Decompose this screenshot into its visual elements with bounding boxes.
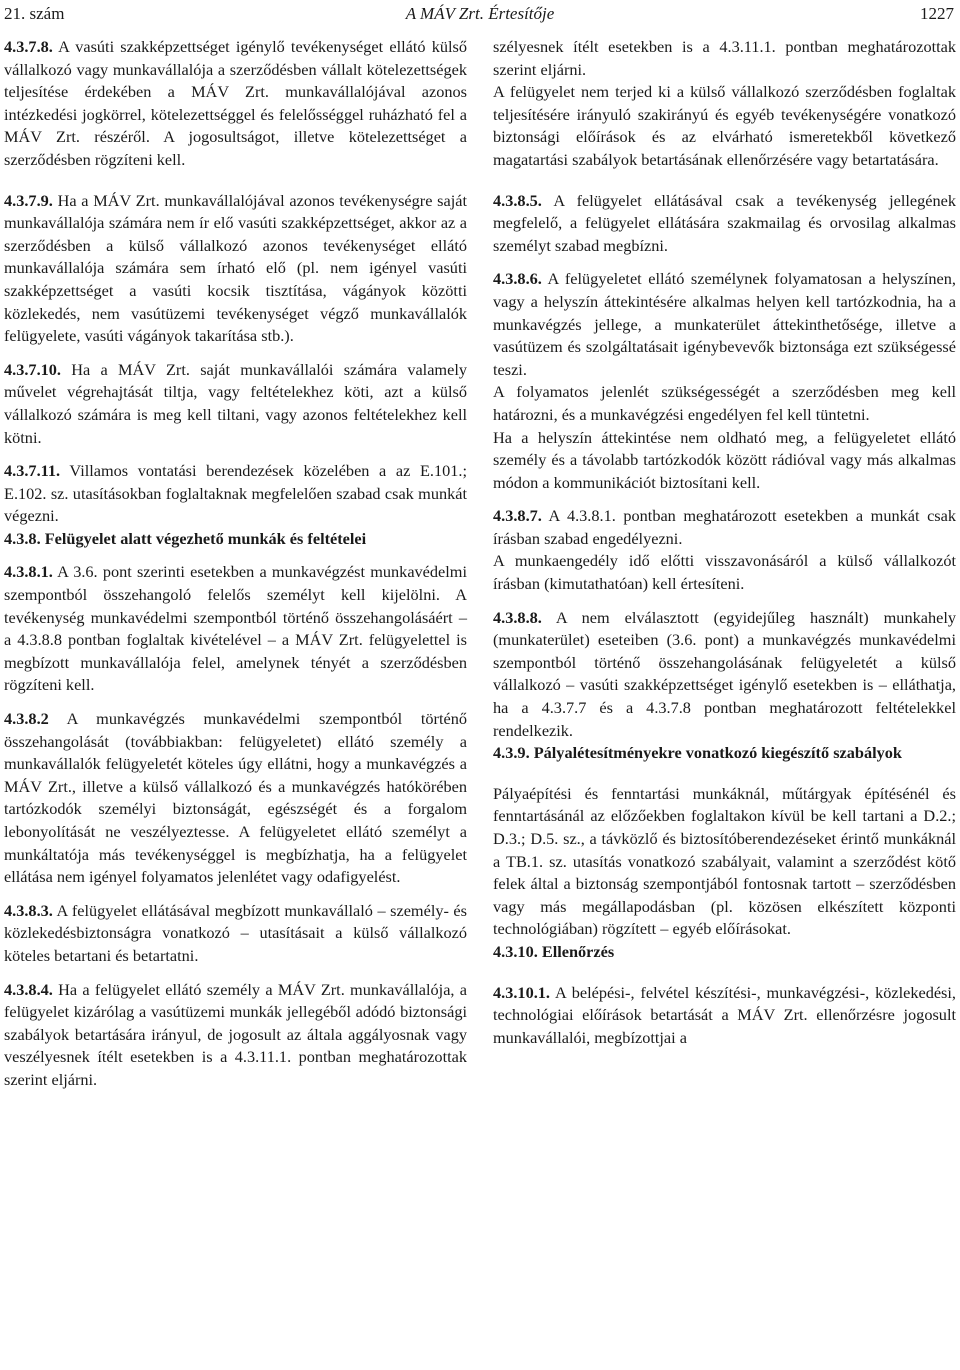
page-number: 1227: [920, 4, 954, 23]
paragraph-4-3-8-6: 4.3.8.6. A felügyeletet ellátó személynek folyamatosan a helyszínen, vagy a helyszín áttekintésére alkalmas helyen kell tartózkodnia, ha a munkavégzés jellege, a munkaterület áttekinthetősége, illetve a vasútüzem és szolgáltatásait igénybevevők biztonsága ezt szükségessé teszi.: [493, 269, 956, 379]
section-heading-4-3-10: 4.3.10. Ellenőrzés: [493, 941, 615, 961]
left-column: [4, 36, 467, 1092]
paragraph-4-3-8-4: 4.3.8.4. Ha a felügyelet ellátó személy a MÁV Zrt. munkavállalója, a felügyelet kizárólag a vasútüzemi munkák jellegéből adódó biztonsági szabályok betartására irányul, de jogosult az általa aggályosnak vagy veszélyesnek ítélt esetekben is a 4.3.11.1. pontban meghatározottak szerint eljárni.: [4, 979, 467, 1089]
paragraph-4-3-10-1: 4.3.10.1. A belépési-, felvétel készítési-, munkavégzési-, közlekedési, technológiai előírások betartását a MÁV Zrt. ellenőrzésre jogosult munkavállalói, megbízottjai a: [493, 982, 956, 1047]
paragraph-work-permit-revocation: A munkaengedély idő előtti visszavonásáról a külső vállalkozót írásban (kimutathatóan) kell értesíteni.: [493, 551, 956, 594]
issue-number: 21. szám: [4, 4, 65, 23]
paragraph-4-3-7-9: 4.3.7.9. Ha a MÁV Zrt. munkavállalójával azonos tevékenységre saját munkavállalója számára nem ír elő vasúti szakképzettséget, akkor az a szerződésben a külső vállalkozó azonos tevékenységet ellátó munkavállalója számára sem írható elő (pl. nem igényel vasúti szakképzettséget a vasúti kocsik tisztítása, vágányok közötti közlekedés, nem vasútüzemi tevékenységet végző munkavállalók felügyelete, vasúti vágányok takarítása stb.).: [4, 190, 467, 346]
paragraph-supervision-scope: A felügyelet nem terjed ki a külső vállalkozó szerződésben foglaltak teljesítésére irányuló szakirányú és egyéb tevékenységére vonatkozó biztonsági előírások és az elvárható ismeretekből következő magatartási szabályok betartásának ellenőrzésére vagy betartatására.: [493, 82, 956, 169]
paragraph-4-3-7-11: 4.3.7.11. Villamos vontatási berendezések közelében a az E.101.; E.102. sz. utasításokban foglaltaknak megfelelően szabad csak munkát végezni.: [4, 461, 467, 526]
paragraph-4-3-8-5: 4.3.8.5. A felügyelet ellátásával csak a tevékenység jellegének megfelelő, a felügyelet ellátására szakmailag és orvosilag alkalmas személyt szabad megbízni.: [493, 190, 956, 255]
paragraph-radio-communication: Ha a helyszín áttekintése nem oldható meg, a felügyeletet ellátó személy és a távolabb tartózkodók között rádióval vagy más alkalmas módon a kommunikációt biztosítani kell.: [493, 427, 956, 492]
paragraph-track-works: Pályaépítési és fenntartási munkáknál, műtárgyak építésénél és fenntartásánál az előzőekben foglaltakon kívül be kell tartani a D.2.; D.3.; D.5. sz., a távközlő és biztosítóberendezéseket érintő munkáknál a TB.1. sz. utasítás vonatkozó szabályait, valamint a szerződést kötő felek által a biztonság szempontjából fontosnak tartott – szerződésben vagy más megállapodásban (pl. közösen elkészített központi technológiában) rögzített – egyéb előírásokat.: [493, 783, 956, 939]
paragraph-4-3-7-8: 4.3.7.8. A vasúti szakképzettséget igénylő tevékenységet ellátó külső vállalkozó vagy munkavállalója a szerződésben vállalt kötelezettségek teljesítése érdekében a MÁV Zrt. munkavállalójával azonos intézkedési jogkörrel, kötelezettséggel és felelősséggel ruházható fel a MÁV Zrt. részéről. A jogosultságot, illetve kötelezettséget a szerződésben rögzíteni kell.: [4, 37, 467, 169]
paragraph-continuous-presence: A folyamatos jelenlét szükségességét a szerződésben meg kell határozni, és a munkavégzési engedélyen fel kell tüntetni.: [493, 382, 956, 424]
paragraph-4-3-8-3: 4.3.8.3. A felügyelet ellátásával megbízott munkavállaló – személy- és közlekedésbiztonságra vonatkozó – utasításait a külső vállalkozó köteles betartani és betartatni.: [4, 900, 467, 965]
paragraph-4-3-8-2: 4.3.8.2 A munkavégzés munkavédelmi szempontból történő összehangolását (továbbiakban: felügyeletet) ellátó személy a munkavállalók felügyeletét köteles úgy ellátni, hogy a munkavégzés a MÁV Zrt., illetve a külső vállalkozó és a munkavégzés hatókörében tartózkodók személyi biztonságát, egészségét és a forgalom lebonyolítását ne veszélyeztesse. A felügyeletet ellátó személyt a munkáltatója más tevékenységgel is megbízhatja, ha a felügyelet ellátása nem igényel folyamatos jelenlétet vagy odafigyelést.: [4, 709, 467, 887]
right-column: [493, 36, 956, 1049]
journal-title: A MÁV Zrt. Értesítője: [405, 4, 555, 23]
paragraph-4-3-8-1: 4.3.8.1. A 3.6. pont szerinti esetekben a munkavégzést munkavédelmi szempontból összehangoló felelős személyt kell kijelölni. A tevékenység munkavédelmi szempontból történő összehangolásáért – a 4.3.8.8 pontban foglaltak kivételével – a MÁV Zrt. felügyelettel is megbízott munkavállalója felel, amelynek tényét a szerződésben rögzíteni kell.: [4, 562, 467, 695]
page-header: [0, 0, 960, 32]
paragraph-4-3-8-7: 4.3.8.7. A 4.3.8.1. pontban meghatározott esetekben a munkát csak írásban szabad engedélyezni.: [493, 506, 956, 548]
section-heading-4-3-9: 4.3.9. Pályalétesítményekre vonatkozó kiegészítő szabályok: [493, 743, 902, 763]
paragraph-4-3-8-8: 4.3.8.8. A nem elválasztott (egyidejűleg használt) munkahely (munkaterület) eseteiben (3.6. pont) a munkavégzés munkavédelmi szempontból történő összehangolásának felügyeletét a külső vállalkozó – vasúti szakképzettséget igénylő esetekben is – elláthatja, ha a 4.3.7.7 és a 4.3.7.8 pontban meghatározott feltételekkel rendelkezik.: [493, 607, 956, 740]
paragraph-4-3-7-10: 4.3.7.10. Ha a MÁV Zrt. saját munkavállalói számára valamely művelet végrehajtását tiltja, vagy feltételekhez köti, azt a külső vállalkozó számára is meg kell tiltani, vagy azonos feltételekhez kell kötni.: [4, 359, 467, 447]
section-heading-4-3-8: 4.3.8. Felügyelet alatt végezhető munkák és feltételei: [4, 528, 367, 548]
paragraph-continuation: szélyesnek ítélt esetekben is a 4.3.11.1. pontban meghatározottak szerint eljárni.: [493, 37, 956, 79]
